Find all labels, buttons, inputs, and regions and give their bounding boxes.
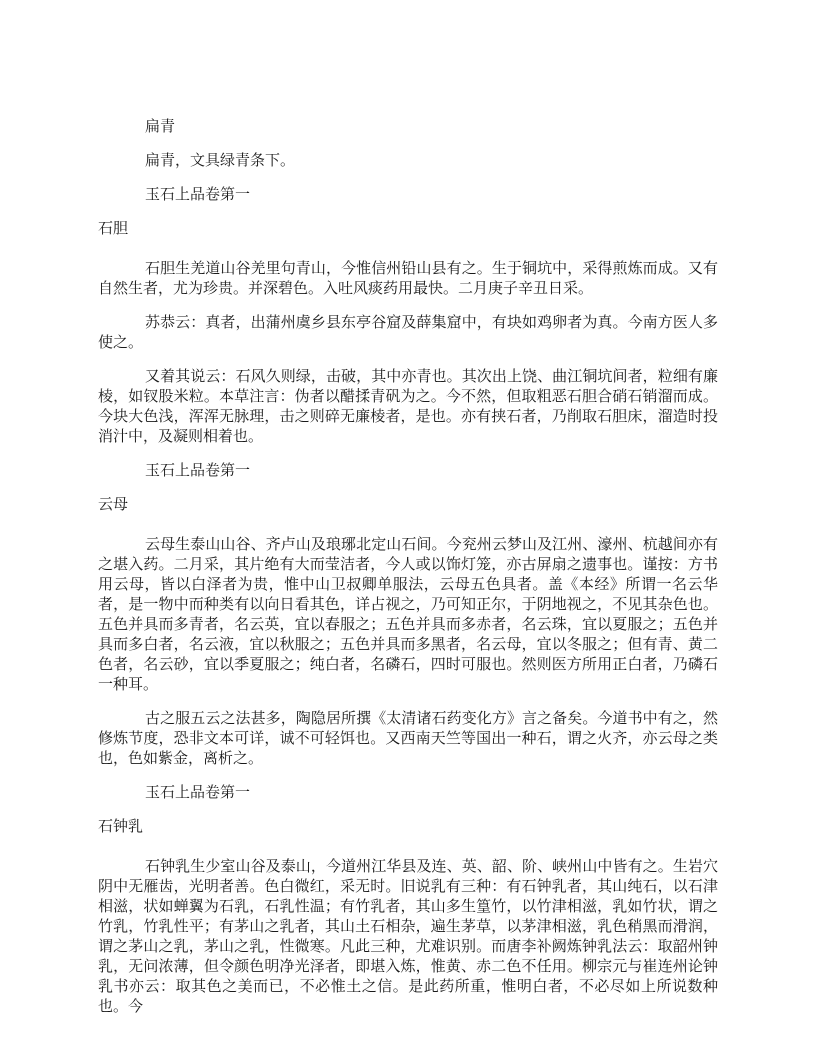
entry-heading-shidan: 石胆 xyxy=(98,221,129,237)
body-paragraph: 古之服五云之法甚多，陶隐居所撰《太清诸石药变化方》言之备矣。今道书中有之，然修炼节度，恐非文本可详，诚不可轻饵也。又西南天竺等国出一种石，谓之火齐，亦云母之类也，色如紫金，离析之。 xyxy=(98,711,718,767)
section-title: 玉石上品卷第一 xyxy=(145,187,251,203)
body-paragraph: 石胆生羌道山谷羌里句青山，今惟信州铅山县有之。生于铜坑中，采得煎炼而成。又有自然生者，尤为珍贵。并深碧色。入吐风痰药用最快。二月庚子辛丑日采。 xyxy=(98,261,718,297)
body-paragraph: 云母生泰山山谷、齐卢山及琅琊北定山石间。今兖州云梦山及江州、濠州、杭越间亦有之堪入药。二月采，其片绝有大而莹洁者，今人或以饰灯笼，亦古屏扇之遗事也。谨按：方书用云母，皆以白泽者为贵，惟中山卫叔卿单服法，云母五色具者。盖《本经》所谓一名云华者，是一物中而种类有以向日看其色，详占视之，乃可知正尔，于阴地视之，不见其杂色也。五色并具而多青者，名云英，宜以春服之；五色并具而多赤者，名云珠，宜以夏服之；五色并具而多白者，名云液，宜以秋服之；五色并具而多黑者，名云母，宜以冬服之；但有青、黄二色者，名云砂，宜以季夏服之；纯白者，名磷石，四时可服也。然则医方所用正白者，乃磷石一种耳。 xyxy=(98,537,718,693)
entry-heading-yunmu: 云母 xyxy=(98,497,129,513)
section-title: 玉石上品卷第一 xyxy=(145,463,251,479)
entry-ref-title: 扁青 xyxy=(145,119,176,135)
section-title: 玉石上品卷第一 xyxy=(145,785,251,801)
entry-ref-note: 扁青，文具绿青条下。 xyxy=(145,153,296,169)
body-paragraph: 又着其说云：石风久则绿，击破，其中亦青也。其次出上饶、曲江铜坑间者，粒细有廉棱，如钗股米粒。本草注言：伪者以醋揉青矾为之。今不然，但取粗恶石胆合硝石销溜而成。今块大色浅，浑浑无脉理，击之则碎无廉棱者，是也。亦有挟石者，乃削取石胆床，溜造时投消汁中，及凝则相着也。 xyxy=(98,369,718,445)
entry-heading-shizhongru: 石钟乳 xyxy=(98,819,144,835)
body-paragraph: 苏恭云：真者，出蒲州虞乡县东亭谷窟及薛集窟中，有块如鸡卵者为真。今南方医人多使之。 xyxy=(98,315,718,351)
body-paragraph: 石钟乳生少室山谷及泰山，今道州江华县及连、英、韶、阶、峡州山中皆有之。生岩穴阴中无雁齿，光明者善。色白微红，采无时。旧说乳有三种：有石钟乳者，其山纯石，以石津相滋，状如蝉翼为石乳，石乳性温；有竹乳者，其山多生篁竹，以竹津相滋，乳如竹状，谓之竹乳，竹乳性平；有茅山之乳者，其山土石相杂，遍生茅草，以茅津相滋，乳色稍黑而滑润，谓之茅山之乳，茅山之乳，性微寒。凡此三种，尤难识别。而唐李补阙炼钟乳法云：取韶州钟乳，无问浓薄，但令颜色明净光泽者，即堪入炼，惟黄、赤二色不任用。柳宗元与崔连州论钟乳书亦云：取其色之美而已，不必惟土之信。是此药所重，惟明白者，不必尽如上所说数种也。今 xyxy=(98,859,718,1015)
